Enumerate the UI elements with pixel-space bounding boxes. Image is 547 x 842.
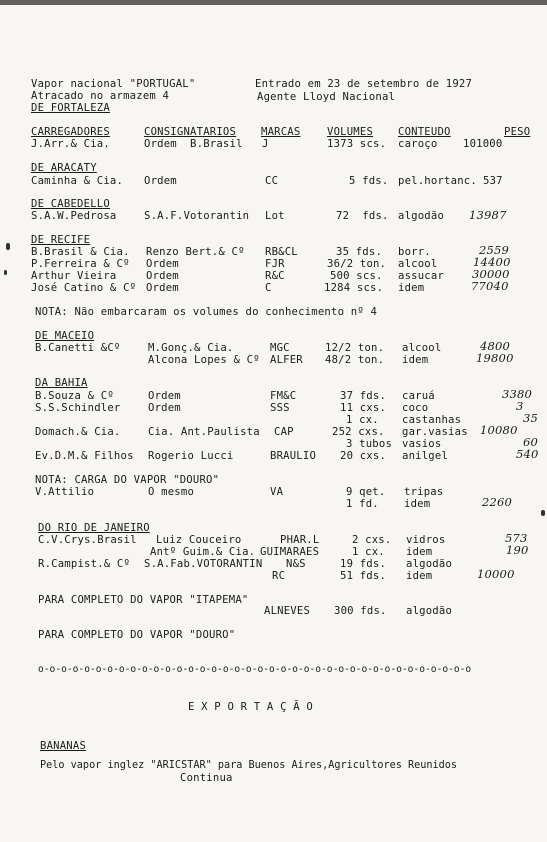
cell-marca: R&C (265, 270, 285, 282)
cell-conteudo: vidros (406, 534, 446, 546)
cell-consignatario: O mesmo (148, 486, 195, 498)
cell-marca: RB&CL (265, 246, 298, 258)
cell-carregador: Ev.D.M.& Filhos (35, 450, 134, 462)
itapema-volumes: 300 fds. (334, 605, 387, 617)
cell-volumes: 2 cxs. (352, 534, 392, 546)
cell-volumes: 1 fd. (346, 498, 379, 510)
cell-consignatario: S.A.F.Votorantin (144, 210, 250, 222)
cell-peso: 13987 (469, 208, 507, 222)
cell-conteudo: algodão (406, 558, 453, 570)
cell-peso: 30000 (472, 267, 510, 281)
cell-volumes: 1 cx. (346, 414, 379, 426)
cell-volumes: 36/2 ton. (327, 258, 387, 270)
cell-consignatario: Alcona Lopes & Cº (148, 354, 260, 366)
cell-conteudo: vasios (402, 438, 442, 450)
col-volumes: VOLUMES (327, 126, 374, 138)
cell-marca: CAP (274, 426, 294, 438)
cell-peso: 4800 (480, 339, 511, 353)
cell-carregador: S.S.Schindler (35, 402, 121, 414)
cell-consignatario: Rogerio Lucci (148, 450, 234, 462)
cell-carregador: José Catino & Cº (31, 282, 137, 294)
bananas-line: Pelo vapor inglez "ARICSTAR" para Buenos Aires,Agricultores Reunidos (40, 760, 458, 771)
cell-marca: BRAULIO (270, 450, 317, 462)
cell-marca: GUIMARAES (260, 546, 320, 558)
cell-carregador: B.Canetti &Cº (35, 342, 121, 354)
cell-peso: 2559 (479, 243, 510, 257)
itapema-conteudo: algodão (406, 605, 453, 617)
bananas-heading: BANANAS (40, 740, 87, 752)
cell-peso: 60 (523, 435, 539, 449)
cell-peso: 573 (505, 531, 528, 545)
cell-consignatario: Ordem (146, 270, 179, 282)
cell-volumes: 500 scs. (330, 270, 383, 282)
cell-carregador: R.Campist.& Cº (38, 558, 131, 570)
cell-conteudo: caruá (402, 390, 435, 402)
itapema-marca: ALNEVES (264, 605, 311, 617)
col-peso: PESO (504, 126, 531, 138)
cell-peso: 35 (523, 411, 539, 425)
cell-carregador: B.Brasil & Cia. (31, 246, 130, 258)
header-arrival: Entrado em 23 de setembro de 1927 (255, 78, 473, 90)
cell-volumes: 51 fds. (340, 570, 387, 582)
cell-conteudo: coco (402, 402, 429, 414)
cell-conteudo: tripas (404, 486, 444, 498)
cell-marca: VA (270, 486, 284, 498)
nota-recife: NOTA: Não embarcaram os volumes do conhecimento nº 4 (35, 306, 378, 318)
cell-consignatario: Cia. Ant.Paulista (148, 426, 260, 438)
cell-volumes: 72 fds. (336, 210, 389, 222)
cell-consignatario: Ordem B.Brasil (144, 138, 243, 150)
cell-marca: J (262, 138, 269, 150)
cell-consignatario: Ordem (148, 390, 181, 402)
cell-marca: Lot (265, 210, 285, 222)
cell-marca: RC (272, 570, 286, 582)
cell-peso: 3380 (502, 387, 533, 401)
cell-volumes: 9 qet. (346, 486, 386, 498)
cell-peso: 77040 (471, 279, 509, 293)
cell-peso: 2260 (482, 495, 513, 509)
cell-carregador: Caminha & Cia. (31, 175, 124, 187)
cell-marca: N&S (286, 558, 306, 570)
heading-rio: DO RIO DE JANEIRO (38, 522, 150, 534)
cell-consignatario: Luiz Couceiro (156, 534, 242, 546)
top-edge-mark (0, 0, 547, 5)
nota-douro: NOTA: CARGA DO VAPOR "DOURO" (35, 474, 220, 486)
col-carregadores: CARREGADORES (31, 126, 110, 138)
cell-consignatario: Antº Guim.& Cia. (150, 546, 256, 558)
header-vessel: Vapor nacional "PORTUGAL" (31, 78, 196, 90)
cell-carregador: B.Souza & Cº (35, 390, 114, 402)
cell-carregador: J.Arr.& Cia. (31, 138, 110, 150)
cell-volumes: 20 cxs. (340, 450, 387, 462)
col-marcas: MARCAS (261, 126, 301, 138)
cell-consignatario: Renzo Bert.& Cº (146, 246, 245, 258)
cell-peso: 190 (506, 543, 529, 557)
heading-aracaty: DE ARACATY (31, 162, 97, 174)
cell-volumes: 12/2 ton. (325, 342, 385, 354)
cell-carregador: V.Attilio (35, 486, 95, 498)
cell-peso: 19800 (476, 351, 514, 365)
cell-conteudo: algodão (398, 210, 445, 222)
ink-blot (4, 270, 7, 275)
cell-volumes: 35 fds. (336, 246, 383, 258)
cell-marca: C (265, 282, 272, 294)
cell-conteudo: idem (398, 282, 425, 294)
cell-volumes: 19 fds. (340, 558, 387, 570)
cell-conteudo: caroço (398, 138, 438, 150)
cell-conteudo: idem (406, 546, 433, 558)
cell-conteudo: borr. (398, 246, 431, 258)
cell-conteudo: idem (402, 354, 429, 366)
cell-peso: 537 (483, 175, 503, 187)
cell-marca: CC (265, 175, 279, 187)
cell-volumes: 11 cxs. (340, 402, 387, 414)
heading-cabedello: DE CABEDELLO (31, 198, 110, 210)
cell-carregador: P.Ferreira & Cº (31, 258, 130, 270)
cell-carregador: S.A.W.Pedrosa (31, 210, 117, 222)
ink-blot (541, 510, 545, 516)
cell-volumes: 5 fds. (349, 175, 389, 187)
cell-volumes: 1284 scs. (324, 282, 384, 294)
cell-peso: 101000 (463, 138, 503, 150)
cell-marca: FM&C (270, 390, 297, 402)
douro-complete-title: PARA COMPLETO DO VAPOR "DOURO" (38, 629, 236, 641)
cell-conteudo: assucar (398, 270, 445, 282)
exportacao-title: E X P O R T A Ç Ã O (188, 701, 313, 713)
cell-conteudo: castanhas (402, 414, 462, 426)
cell-volumes: 1373 scs. (327, 138, 387, 150)
cell-conteudo: anilgel (402, 450, 449, 462)
heading-maceio: DE MACEIO (35, 330, 95, 342)
cell-marca: MGC (270, 342, 290, 354)
cell-volumes: 37 fds. (340, 390, 387, 402)
continua-label: Continua (180, 772, 233, 784)
header-agent: Agente Lloyd Nacional (257, 91, 396, 103)
cell-conteudo: pel.hortanc. (398, 175, 477, 187)
cell-marca: PHAR.L (280, 534, 320, 546)
cell-peso: 10080 (480, 423, 518, 437)
cell-consignatario: Ordem (146, 258, 179, 270)
cell-consignatario: M.Gonç.& Cia. (148, 342, 234, 354)
cell-carregador: Domach.& Cia. (35, 426, 121, 438)
cell-conteudo: gar.vasias (402, 426, 468, 438)
cell-volumes: 1 cx. (352, 546, 385, 558)
cell-marca: ALFER (270, 354, 303, 366)
cell-consignatario: Ordem (144, 175, 177, 187)
cell-carregador: Arthur Vieira (31, 270, 117, 282)
cell-consignatario: S.A.Fab.VOTORANTIN (144, 558, 263, 570)
cell-marca: FJR (265, 258, 285, 270)
cell-conteudo: idem (406, 570, 433, 582)
heading-bahia: DA BAHIA (35, 377, 88, 389)
col-consignatarios: CONSIGNATARIOS (144, 126, 237, 138)
cell-peso: 14400 (473, 255, 511, 269)
header-berth: Atracado no armazem 4 (31, 90, 170, 102)
col-conteudo: CONTEUDO (398, 126, 451, 138)
origin-fortaleza: DE FORTALEZA (31, 102, 110, 114)
cell-conteudo: alcool (402, 342, 442, 354)
heading-recife: DE RECIFE (31, 234, 91, 246)
cell-volumes: 252 cxs. (332, 426, 385, 438)
cell-volumes: 3 tubos (346, 438, 393, 450)
cell-volumes: 48/2 ton. (325, 354, 385, 366)
ink-blot (6, 243, 10, 250)
divider-line: o-o-o-o-o-o-o-o-o-o-o-o-o-o-o-o-o-o-o-o-o-o-o-o-o-o-o-o-o-o-o-o-o-o-o-o-o-o (38, 664, 472, 675)
cell-conteudo: idem (404, 498, 431, 510)
cell-conteudo: alcool (398, 258, 438, 270)
cell-consignatario: Ordem (146, 282, 179, 294)
itapema-title: PARA COMPLETO DO VAPOR "ITAPEMA" (38, 594, 249, 606)
cell-peso: 10000 (477, 567, 515, 581)
cell-consignatario: Ordem (148, 402, 181, 414)
cell-peso: 540 (516, 447, 539, 461)
cell-carregador: C.V.Crys.Brasil (38, 534, 137, 546)
cell-peso: 3 (516, 399, 524, 413)
cell-marca: SSS (270, 402, 290, 414)
